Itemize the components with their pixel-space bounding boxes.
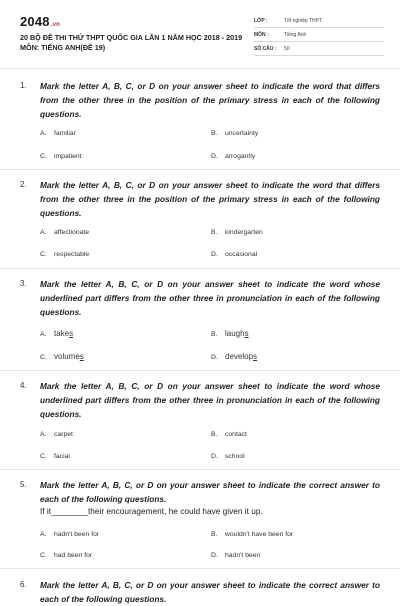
option-b[interactable] (211, 431, 247, 438)
question-number: 3. (20, 279, 27, 288)
option-b[interactable] (211, 531, 293, 538)
option-text: take (54, 329, 70, 338)
option-letter: B. (211, 331, 218, 338)
option-a[interactable] (40, 130, 76, 137)
option-letter: B. (211, 531, 218, 538)
option-d[interactable] (211, 251, 257, 258)
option-a[interactable] (40, 229, 89, 236)
option-text: laugh (225, 329, 245, 338)
option-letter: C. (40, 552, 47, 559)
question-number: 6. (20, 580, 27, 589)
meta-subject (254, 30, 384, 42)
meta-class (254, 16, 384, 28)
option-letter: C. (40, 453, 47, 460)
question-sentence: If it________their encouragement, he could have given it up. (40, 506, 263, 516)
option-letter: A. (40, 431, 47, 438)
logo-suffix: .vn (50, 22, 61, 28)
option-letter: B. (211, 431, 218, 438)
logo-text: 2048 (20, 14, 50, 29)
underlined-part: s (69, 329, 74, 338)
option-text: occasional (225, 251, 258, 258)
option-c[interactable] (40, 552, 92, 559)
header-divider (0, 68, 400, 69)
option-d[interactable] (211, 552, 260, 559)
option-text: hadn't been (225, 552, 261, 559)
option-letter: C. (40, 354, 47, 361)
option-letter: B. (211, 229, 218, 236)
option-letter: A. (40, 531, 47, 538)
option-c[interactable] (40, 453, 70, 460)
meta-key: MÔN : (254, 32, 269, 38)
option-c[interactable] (40, 251, 89, 258)
option-d[interactable] (211, 153, 255, 160)
option-d[interactable] (211, 453, 245, 460)
meta-key: SỐ CÂU : (254, 46, 277, 52)
question-number: 4. (20, 381, 27, 390)
option-letter: C. (40, 153, 47, 160)
option-text: carpet (54, 431, 73, 438)
option-b[interactable] (211, 329, 249, 338)
meta-question-count (254, 44, 384, 56)
question-number: 5. (20, 480, 27, 489)
meta-value: Tiếng Anh (284, 32, 307, 38)
question-text: Mark the letter A, B, C, or D on your answer sheet to indicate the word that differs from the other three in the position of the primary stress in each of the following questions. (40, 81, 380, 119)
meta-key: LỚP : (254, 18, 268, 24)
question-text: Mark the letter A, B, C, or D on your answer sheet to indicate the word whose underlined part differs from the other three in pronunciation in each of the following questions. (40, 381, 380, 419)
question-number: 2. (20, 180, 27, 189)
option-letter: A. (40, 331, 47, 338)
meta-value: 50 (284, 46, 290, 52)
option-letter: A. (40, 229, 47, 236)
question-divider (0, 469, 400, 470)
exam-title: 20 BỘ ĐỀ THI THỬ THPT QUỐC GIA LẦN 1 NĂM HỌC 2018 - 2019 MÔN: TIẾNG ANH(ĐỀ 19) (20, 33, 243, 52)
option-a[interactable] (40, 329, 73, 338)
option-text: volume (54, 352, 80, 361)
question-divider (0, 268, 400, 269)
option-text: develop (225, 352, 254, 361)
option-letter: D. (211, 453, 218, 460)
option-text: impatient (54, 153, 82, 160)
option-text: school (225, 453, 245, 460)
question-text: Mark the letter A, B, C, or D on your answer sheet to indicate the correct answer to each of the following questions. (40, 580, 380, 604)
option-text: arrogantly (225, 153, 256, 160)
option-text: hadn't been for (54, 531, 100, 538)
option-letter: B. (211, 130, 218, 137)
site-logo[interactable] (20, 14, 60, 29)
option-letter: C. (40, 251, 47, 258)
question-divider (0, 370, 400, 371)
option-letter: D. (211, 251, 218, 258)
question-divider (0, 568, 400, 569)
question-divider (0, 169, 400, 170)
option-a[interactable] (40, 431, 73, 438)
question-text: Mark the letter A, B, C, or D on your answer sheet to indicate the word that differs from the other three in the position of the primary stress in each of the following questions. (40, 180, 380, 218)
option-letter: D. (211, 552, 218, 559)
question-text: Mark the letter A, B, C, or D on your answer sheet to indicate the word whose underlined part differs from the other three in pronunciation in each of the following questions. (40, 279, 380, 317)
option-letter: A. (40, 130, 47, 137)
option-a[interactable] (40, 531, 99, 538)
underlined-part: s (79, 352, 84, 361)
option-c[interactable] (40, 153, 82, 160)
option-c[interactable] (40, 352, 84, 361)
meta-value: Tốt nghiệp THPT (284, 18, 322, 24)
option-text: contact (225, 431, 247, 438)
exam-header (0, 0, 400, 66)
option-text: uncertainty (225, 130, 259, 137)
underlined-part: s (244, 329, 249, 338)
question-number: 1. (20, 81, 27, 90)
option-text: facial (54, 453, 70, 460)
option-text: wouldn't have been for (225, 531, 294, 538)
option-b[interactable] (211, 130, 258, 137)
option-d[interactable] (211, 352, 257, 361)
option-text: respectable (54, 251, 90, 258)
underlined-part: s (253, 352, 258, 361)
option-letter: D. (211, 153, 218, 160)
option-b[interactable] (211, 229, 263, 236)
option-text: affectionate (54, 229, 90, 236)
option-text: had been for (54, 552, 93, 559)
question-text: Mark the letter A, B, C, or D on your answer sheet to indicate the correct answer to each of the following questions. (40, 480, 380, 504)
option-text: kindergarten (225, 229, 263, 236)
option-letter: D. (211, 354, 218, 361)
option-text: familiar (54, 130, 76, 137)
